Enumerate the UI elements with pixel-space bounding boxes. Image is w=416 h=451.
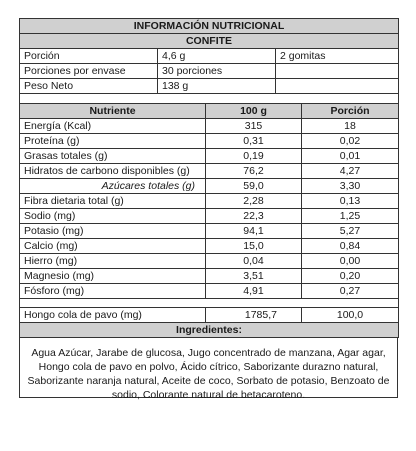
product-name: CONFITE <box>20 34 399 49</box>
nutrient-per-serving: 4,27 <box>302 164 399 179</box>
nutrient-name: Proteína (g) <box>20 134 206 149</box>
nutrient-per100: 22,3 <box>206 209 302 224</box>
serving-table <box>19 49 399 94</box>
label-title: INFORMACIÓN NUTRICIONAL <box>20 19 399 34</box>
nutrient-name: Grasas totales (g) <box>20 149 206 164</box>
serving-extra <box>276 79 399 94</box>
nutrient-row <box>20 209 399 224</box>
nutrient-per-serving: 1,25 <box>302 209 399 224</box>
nutrient-row <box>20 164 399 179</box>
nutrient-per100: 1785,7 <box>206 308 302 323</box>
nutrient-per100: 15,0 <box>206 239 302 254</box>
serving-extra: 2 gomitas <box>276 49 399 64</box>
serving-label: Peso Neto <box>20 79 158 94</box>
nutrient-per100: 94,1 <box>206 224 302 239</box>
nutrient-row <box>20 179 399 194</box>
nutrient-per-serving: 5,27 <box>302 224 399 239</box>
nutrient-row <box>20 239 399 254</box>
nutrient-per100: 315 <box>206 119 302 134</box>
serving-label: Porción <box>20 49 158 64</box>
serving-row <box>20 49 399 64</box>
nutrient-name: Hidratos de carbono disponibles (g) <box>20 164 206 179</box>
ingredients-header <box>20 323 399 338</box>
nutrient-per100: 59,0 <box>206 179 302 194</box>
nutrient-row <box>20 149 399 164</box>
nutrients-header <box>20 104 399 119</box>
serving-row <box>20 64 399 79</box>
nutrient-name: Calcio (mg) <box>20 239 206 254</box>
nutrient-name: Hierro (mg) <box>20 254 206 269</box>
nutrient-row <box>20 119 399 134</box>
col-header-100g: 100 g <box>206 104 302 119</box>
col-header-nutrient: Nutriente <box>20 104 206 119</box>
nutrient-per-serving: 100,0 <box>302 308 399 323</box>
nutrition-table <box>19 18 399 49</box>
col-header-serving: Porción <box>302 104 399 119</box>
serving-row <box>20 79 399 94</box>
nutrient-per100: 3,51 <box>206 269 302 284</box>
nutrient-row <box>20 224 399 239</box>
serving-value: 30 porciones <box>158 64 276 79</box>
nutrient-per-serving: 0,13 <box>302 194 399 209</box>
nutrition-label <box>19 18 398 401</box>
nutrient-per100: 0,04 <box>206 254 302 269</box>
nutrient-per-serving: 18 <box>302 119 399 134</box>
nutrient-name: Azúcares totales (g) <box>20 179 206 194</box>
nutrient-per100: 2,28 <box>206 194 302 209</box>
nutrient-row <box>20 254 399 269</box>
nutrients-table <box>19 94 399 338</box>
nutrient-row <box>20 194 399 209</box>
nutrient-per-serving: 0,20 <box>302 269 399 284</box>
serving-value: 138 g <box>158 79 276 94</box>
extra-nutrient-row <box>20 308 399 323</box>
ingredients-text: Agua Azúcar, Jarabe de glucosa, Jugo concentrado de manzana, Agar agar, Hongo cola de pavo en polvo, Ácido cítrico, Saborizante durazno natural, Saborizante naranja natural, Aceite de coco, Sorbato de potasio, Benzoato de sodio, Colorante natural de betacaroteno. <box>19 338 398 398</box>
nutrient-per-serving: 0,01 <box>302 149 399 164</box>
nutrient-name: Fibra dietaria total (g) <box>20 194 206 209</box>
nutrient-per-serving: 0,02 <box>302 134 399 149</box>
nutrient-per100: 0,31 <box>206 134 302 149</box>
nutrient-name: Magnesio (mg) <box>20 269 206 284</box>
nutrient-per100: 0,19 <box>206 149 302 164</box>
nutrient-per100: 4,91 <box>206 284 302 299</box>
nutrient-row <box>20 134 399 149</box>
nutrient-row <box>20 284 399 299</box>
serving-label: Porciones por envase <box>20 64 158 79</box>
serving-value: 4,6 g <box>158 49 276 64</box>
nutrient-name: Hongo cola de pavo (mg) <box>20 308 206 323</box>
ingredients-title: Ingredientes: <box>20 323 399 338</box>
nutrient-per-serving: 3,30 <box>302 179 399 194</box>
nutrient-per-serving: 0,27 <box>302 284 399 299</box>
nutrient-name: Potasio (mg) <box>20 224 206 239</box>
nutrient-name: Sodio (mg) <box>20 209 206 224</box>
serving-extra <box>276 64 399 79</box>
nutrient-per-serving: 0,84 <box>302 239 399 254</box>
nutrient-per100: 76,2 <box>206 164 302 179</box>
nutrient-row <box>20 269 399 284</box>
nutrient-per-serving: 0,00 <box>302 254 399 269</box>
nutrient-name: Fósforo (mg) <box>20 284 206 299</box>
nutrient-name: Energía (Kcal) <box>20 119 206 134</box>
